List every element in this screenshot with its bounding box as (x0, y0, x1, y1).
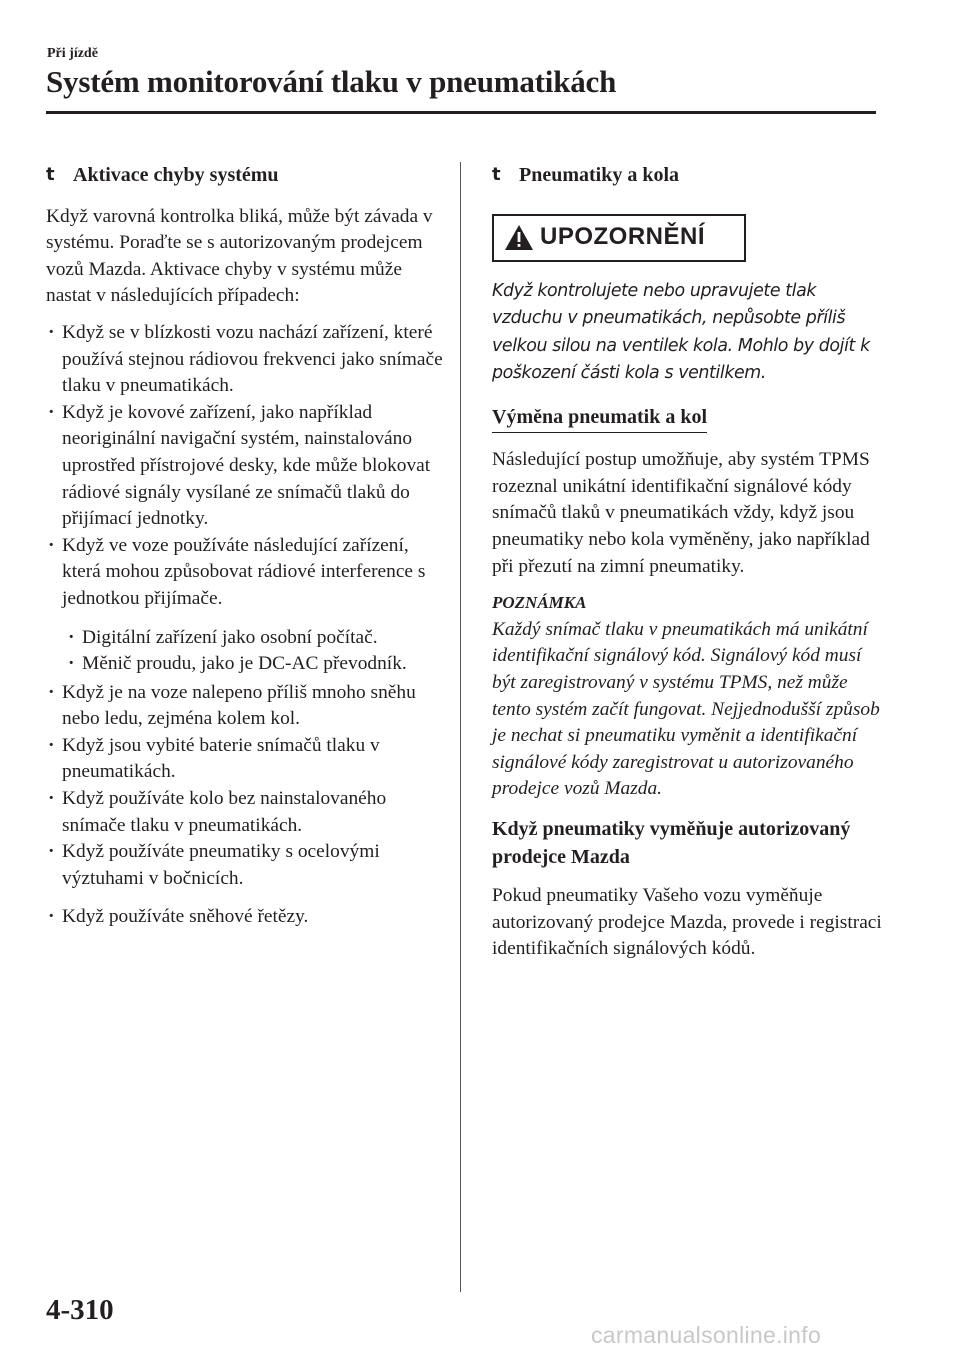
warning-triangle-icon (504, 224, 534, 251)
heading-marker: t (492, 164, 501, 185)
title-rule (46, 111, 876, 114)
bullet-list (46, 320, 446, 613)
warning-label: UPOZORNĚNÍ (540, 223, 706, 251)
list-item: · Když ve voze používáte následující zařízení, která mohou způsobovat rádiové interference s jednotkou přijímače. (46, 533, 446, 613)
list-item: · Když se v blízkosti vozu nachází zařízení, které používá stejnou rádiovou frekvenci jako snímače tlaku v pneumatikách. (46, 320, 446, 400)
column-divider (460, 162, 461, 1292)
heading-text: Pneumatiky a kola (519, 164, 680, 186)
subheading-dealer-replacement: Když pneumatiky vyměňuje autorizovaný prodejce Mazda (492, 817, 851, 868)
heading-marker: t (46, 164, 55, 185)
heading-text: Aktivace chyby systému (73, 164, 279, 186)
page-number: 4-310 (46, 1294, 114, 1326)
warning-box (492, 214, 746, 262)
left-column (46, 162, 446, 931)
note-label: POZNÁMKA (492, 593, 587, 613)
intro-paragraph: Když varovná kontrolka bliká, může být závada v systému. Poraďte se s autorizovaným prodejcem vozů Mazda. Aktivace chyby v systému může nastat v následujících případech: (46, 205, 433, 307)
list-item: · Když je na voze nalepeno příliš mnoho sněhu nebo ledu, zejména kolem kol. (46, 680, 446, 733)
note-text: Každý snímač tlaku v pneumatikách má unikátní identifikační signálový kód. Signálový kód musí být zaregistrovaný v systému TPMS, než může tento systém začít fungovat. Nejjednodušší způsob je nechat si pneumatiku vyměnit a identifikační signálové kódy zaregistrovat u autorizovaného prodejce vozů Mazda. (492, 618, 880, 800)
warning-text: Když kontrolujete nebo upravujete tlak vzduchu v pneumatikách, nepůsobte příliš velkou silou na ventilek kola. Mohlo by dojít k poškození části kola s ventilkem. (492, 280, 870, 384)
list-item: · Když používáte kolo bez nainstalovaného snímače tlaku v pneumatikách. (46, 786, 446, 839)
list-item: · Když je kovové zařízení, jako například neoriginální navigační systém, nainstalováno uprostřed přístrojové desky, kde může blokovat rádiové signály vysílané ze snímačů tlaků do přijímací jednotky. (46, 400, 446, 533)
sub-bullet-list (66, 625, 446, 678)
list-item: · Když jsou vybité baterie snímačů tlaku v pneumatikách. (46, 733, 446, 786)
sub-list-item: · Měnič proudu, jako je DC-AC převodník. (66, 651, 446, 678)
subheading-tire-replacement: Výměna pneumatik a kol (492, 404, 707, 434)
list-item: · Když používáte sněhové řetězy. (46, 904, 446, 931)
sub-list-item: · Digitální zařízení jako osobní počítač. (66, 625, 446, 652)
right-column (492, 162, 884, 963)
replacement-paragraph: Následující postup umožňuje, aby systém TPMS rozeznal unikátní identifikační signálové kódy snímačů tlaků v pneumatikách vždy, když jsou pneumatiky nebo kola vyměněny, jako například při přezutí na zimní pneumatiky. (492, 449, 870, 577)
page-title: Systém monitorování tlaku v pneumatikách (46, 64, 617, 99)
dealer-paragraph: Pokud pneumatiky Vašeho vozu vyměňuje autorizovaný prodejce Mazda, provede i registraci identifikačních signálových kódů. (492, 884, 882, 960)
section-label: Při jízdě (47, 46, 98, 61)
section-heading-system-error (46, 162, 446, 190)
bullet-list-continued (46, 680, 446, 931)
watermark: carmanualsonline.info (591, 1322, 822, 1348)
section-heading-tires-wheels (492, 162, 884, 190)
list-item: · Když používáte pneumatiky s ocelovými výztuhami v bočnicích. (46, 839, 446, 892)
